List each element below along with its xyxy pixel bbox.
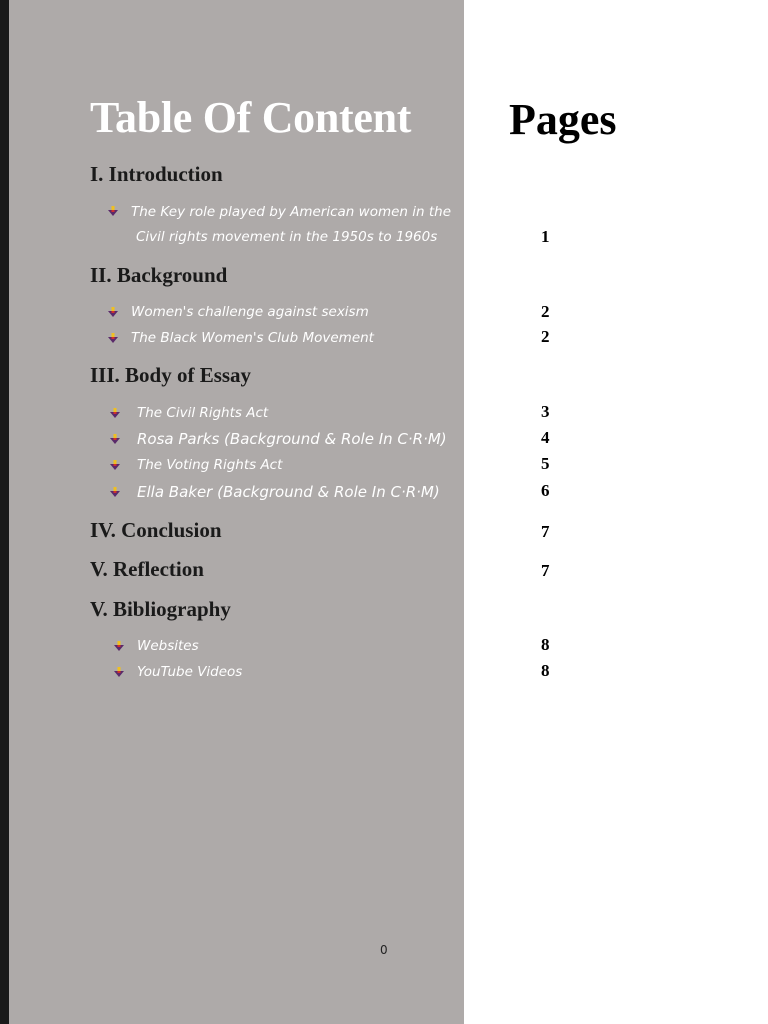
toc-item-womens-challenge: Women's challenge against sexism bbox=[131, 304, 369, 320]
page-number: 1 bbox=[541, 227, 550, 246]
toc-title: Table Of Content bbox=[90, 93, 412, 142]
page-number: 3 bbox=[541, 402, 550, 421]
toc-item-civil-rights-act: The Civil Rights Act bbox=[137, 405, 269, 421]
page-number: 8 bbox=[541, 661, 550, 680]
section-heading-body: III. Body of Essay bbox=[90, 363, 252, 387]
arrow-bullet-icon bbox=[110, 460, 120, 470]
toc-item-rosa-parks: Rosa Parks (Background & Role In C·R·M) bbox=[137, 430, 447, 448]
arrow-bullet-icon bbox=[108, 206, 118, 216]
toc-panel bbox=[9, 0, 464, 1024]
section-heading-conclusion: IV. Conclusion bbox=[90, 518, 222, 542]
toc-item-youtube-videos: YouTube Videos bbox=[137, 664, 243, 680]
arrow-bullet-icon bbox=[114, 667, 124, 677]
section-heading-bibliography: V. Bibliography bbox=[90, 597, 231, 621]
arrow-bullet-icon bbox=[110, 434, 120, 444]
toc-item-womens-club: The Black Women's Club Movement bbox=[131, 330, 374, 346]
toc-item-voting-rights-act: The Voting Rights Act bbox=[137, 457, 283, 473]
pages-title: Pages bbox=[509, 95, 617, 144]
toc-item-ella-baker: Ella Baker (Background & Role In C·R·M) bbox=[137, 483, 440, 501]
section-heading-introduction: I. Introduction bbox=[90, 162, 223, 186]
page-number: 2 bbox=[541, 302, 550, 321]
toc-item-websites: Websites bbox=[137, 638, 199, 654]
page-left-edge bbox=[0, 0, 9, 1024]
footer-page-number: 0 bbox=[380, 943, 388, 957]
arrow-bullet-icon bbox=[108, 307, 118, 317]
page-number: 7 bbox=[541, 522, 550, 541]
page-number: 4 bbox=[541, 428, 550, 447]
page-number: 2 bbox=[541, 327, 550, 346]
page-number: 5 bbox=[541, 454, 550, 473]
page-number: 8 bbox=[541, 635, 550, 654]
page-number: 6 bbox=[541, 481, 550, 500]
section-heading-reflection: V. Reflection bbox=[90, 557, 204, 581]
toc-item-key-role-line-1: The Key role played by American women in the bbox=[131, 204, 452, 220]
arrow-bullet-icon bbox=[110, 487, 120, 497]
section-heading-background: II. Background bbox=[90, 263, 228, 287]
arrow-bullet-icon bbox=[114, 641, 124, 651]
page-number: 7 bbox=[541, 561, 550, 580]
arrow-bullet-icon bbox=[110, 408, 120, 418]
toc-item-key-role-line-2: Civil rights movement in the 1950s to 1960s bbox=[136, 229, 438, 245]
arrow-bullet-icon bbox=[108, 333, 118, 343]
